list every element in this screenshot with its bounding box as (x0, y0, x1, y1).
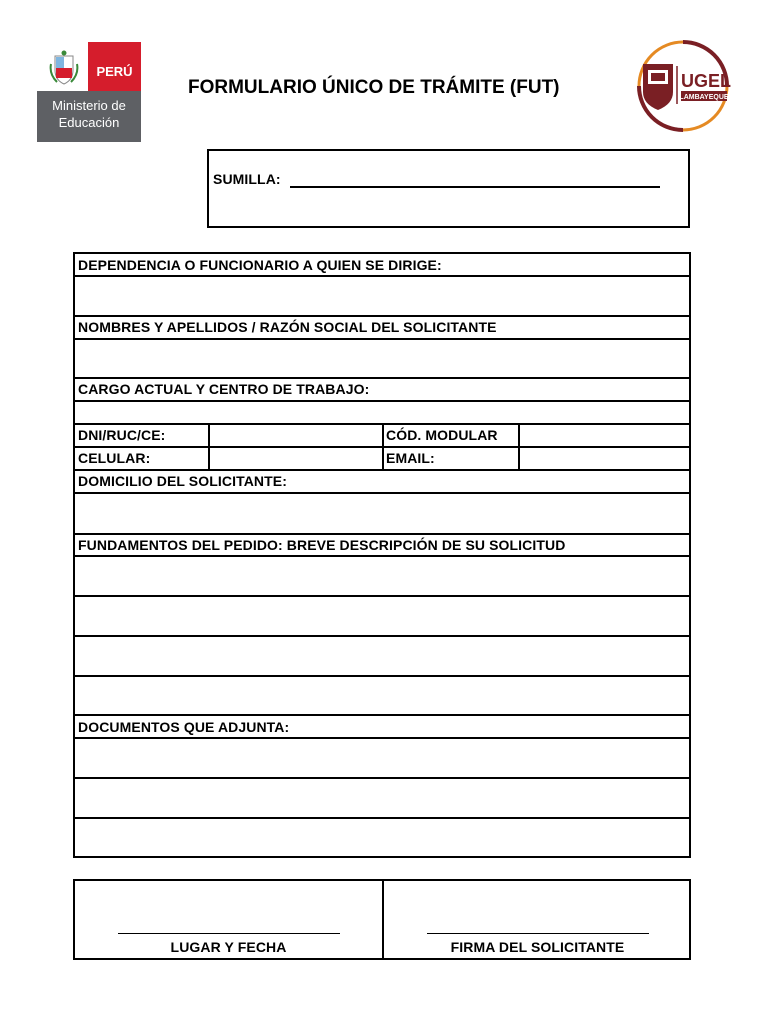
celular-label: CELULAR: (78, 450, 151, 466)
row-divider (75, 714, 689, 716)
firma-label: FIRMA DEL SOLICITANTE (450, 939, 625, 955)
row-divider (75, 737, 689, 739)
dni-label: DNI/RUC/CE: (78, 427, 166, 443)
row-divider (75, 275, 689, 277)
logo-country-text: PERÚ (96, 64, 133, 79)
email-label: EMAIL: (386, 450, 435, 466)
page-title: FORMULARIO ÚNICO DE TRÁMITE (FUT) (188, 77, 560, 98)
dependencia-label: DEPENDENCIA O FUNCIONARIO A QUIEN SE DIRIGE: (78, 257, 442, 273)
row-divider (75, 555, 689, 557)
coat-of-arms-icon (49, 50, 79, 86)
ugel-logo (631, 40, 735, 132)
row-divider (75, 400, 689, 402)
row-divider (75, 469, 689, 471)
ugel-logo-region: LAMBAYEQUE (679, 94, 729, 101)
row-divider (75, 315, 689, 317)
cod-modular-label: CÓD. MODULAR (386, 427, 498, 443)
firma-line[interactable] (427, 933, 649, 934)
row-divider (75, 533, 689, 535)
main-form (73, 252, 691, 858)
row-divider (75, 817, 689, 819)
cargo-label: CARGO ACTUAL Y CENTRO DE TRABAJO: (78, 381, 370, 397)
row-divider (75, 777, 689, 779)
row-divider (75, 338, 689, 340)
sumilla-line[interactable] (290, 186, 660, 188)
minedu-logo (37, 42, 141, 142)
row-divider (75, 377, 689, 379)
row-divider (75, 492, 689, 494)
sumilla-label: SUMILLA: (213, 171, 281, 187)
domicilio-label: DOMICILIO DEL SOLICITANTE: (78, 473, 287, 489)
logo-line1: Ministerio de (52, 98, 126, 113)
cell-divider (382, 423, 384, 469)
lugar-fecha-label: LUGAR Y FECHA (170, 939, 287, 955)
row-divider (75, 675, 689, 677)
lugar-fecha-line[interactable] (118, 933, 340, 934)
row-divider (75, 595, 689, 597)
nombres-label: NOMBRES Y APELLIDOS / RAZÓN SOCIAL DEL SOLICITANTE (78, 319, 497, 335)
cell-divider (208, 423, 210, 469)
ugel-logo-name: UGEL (681, 71, 732, 91)
cell-divider (518, 423, 520, 469)
signature-box (73, 879, 691, 960)
fundamentos-label: FUNDAMENTOS DEL PEDIDO: BREVE DESCRIPCIÓN DE SU SOLICITUD (78, 537, 566, 553)
documentos-label: DOCUMENTOS QUE ADJUNTA: (78, 719, 290, 735)
row-divider (75, 635, 689, 637)
sumilla-box[interactable] (207, 149, 690, 228)
logo-line2: Educación (58, 115, 120, 130)
